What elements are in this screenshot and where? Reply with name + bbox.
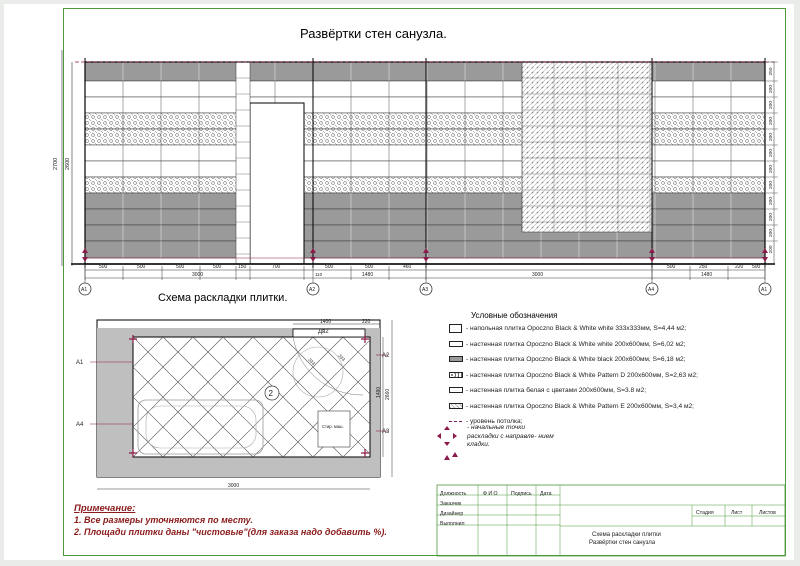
axis-label: A1 [761, 287, 768, 293]
washing-machine [318, 411, 350, 447]
legend-item: - настенная плитка белая с цветами 200x600мм, S=3.8 м2; [449, 384, 789, 400]
dim-row-height: 250 [769, 67, 774, 76]
legend [449, 322, 789, 431]
tb-doc-title-1: Схема раскладки плитки [592, 532, 661, 538]
dim-row-height: 200 [769, 116, 774, 125]
tile-row [85, 161, 765, 177]
dim-segment-label: 500 [325, 264, 334, 270]
dim-segment-label: 500 [99, 264, 108, 270]
pattern-e-panel [522, 62, 652, 232]
dim-door-offset: 220 [362, 319, 371, 325]
tb-col-position: Должность [440, 491, 467, 497]
legend-item: - уровень потолка; [449, 415, 789, 431]
legend-item: - настенная плитка Opoczno Black & White Pattern D 200x600мм, S=2,63 м2; [449, 369, 789, 385]
tile-row [85, 225, 765, 241]
tb-row-designer: Дизайнер [440, 511, 464, 517]
tile-row [85, 62, 765, 81]
plan-axis-label: A3 [382, 429, 390, 435]
dim-segment-label: 220 [735, 264, 744, 270]
tb-doc-title-2: Развёртки стен санузла [589, 540, 656, 546]
tb-sheets: Листов [759, 510, 776, 516]
note-line-1: 1. Все размеры уточняются по месту. [74, 515, 253, 525]
floor-tile-joint [0, 337, 43, 457]
floor-tile-joint [0, 337, 73, 457]
washing-machine-label: Стир. маш. [322, 424, 344, 429]
dim-total-label: 3000 [532, 272, 544, 278]
floor-tile-joint [0, 337, 103, 457]
dim-row-height: 200 [769, 180, 774, 189]
zone-marker-label: 2 [268, 389, 273, 398]
dim-gap-label: 110 [315, 272, 323, 277]
dim-plan-depth-total: 2660 [385, 388, 391, 400]
legend-swatch-grey [449, 356, 463, 362]
notes-heading: Примечание: [74, 503, 136, 514]
plan-axis-label: A4 [76, 422, 84, 428]
floor-tile-joint [0, 337, 13, 457]
tile-row [85, 113, 765, 129]
plan-door [293, 329, 365, 337]
legend-swatch-pattern-d [449, 372, 463, 378]
axis-label: A4 [648, 287, 655, 293]
axis-label: A2 [309, 287, 316, 293]
dim-door-width: 1400 [320, 319, 332, 325]
plan-axis-label: A2 [382, 353, 390, 359]
dim-row-height: 200 [769, 245, 774, 254]
tb-row-executor: Выполнил [440, 521, 465, 527]
dim-segment-label: 500 [752, 264, 761, 270]
dim-row-height: 200 [769, 228, 774, 237]
dim-height-total: 2700 [53, 157, 59, 170]
axis-label: A1 [81, 287, 88, 293]
dim-segment-label: 150 [238, 264, 247, 270]
dim-row-height: 200 [769, 132, 774, 141]
dim-segment-label: 500 [213, 264, 222, 270]
page-title: Развёртки стен санузла. [300, 26, 447, 41]
tb-row-customer: Заказчик [440, 501, 462, 507]
dim-height-wall: 2600 [65, 157, 71, 170]
ceiling-level-line [449, 421, 462, 422]
dim-row-height: 200 [769, 196, 774, 205]
dim-row-height: 200 [769, 148, 774, 157]
dim-plan-depth: 1480 [376, 386, 382, 398]
dim-segment-label: 460 [403, 264, 412, 270]
tb-col-name: Ф И О [483, 491, 498, 497]
tb-col-signature: Подпись [511, 491, 532, 497]
dim-total-label: 1480 [701, 272, 713, 278]
start-points-legend-text: - начальные точки раскладки с направле- нием кладки. [467, 424, 554, 448]
start-arrow-symbol [452, 452, 458, 457]
dim-segment-label: 500 [137, 264, 146, 270]
tb-sheet: Лист [731, 510, 743, 516]
dim-segment-label: 700 [272, 264, 281, 270]
axis-label: A3 [422, 287, 429, 293]
dim-total-label: 1480 [362, 272, 374, 278]
start-arrow-symbol [437, 433, 441, 439]
legend-item: - напольная плитка Opoczno Black & White white 333x333мм, S=4,44 м2; [449, 322, 789, 338]
dim-row-height: 200 [769, 84, 774, 93]
start-arrow-symbol [453, 433, 457, 439]
tile-row [85, 209, 765, 225]
plan-axis-label: A1 [76, 360, 84, 366]
tile-row [85, 193, 765, 209]
floor-tile-joint [0, 337, 13, 457]
dim-plan-width: 3000 [228, 483, 240, 489]
legend-item: - настенная плитка Opoczno Black & White black 200x600мм, S=6,18 м2; [449, 353, 789, 369]
tb-col-date: Дата [540, 491, 552, 497]
start-arrow-symbol [444, 455, 450, 460]
legend-item: - настенная плитка Opoczno Black & White Pattern E 200x600мм, S=3,4 м2; [449, 400, 789, 416]
door-opening [250, 103, 304, 264]
legend-swatch-white [449, 341, 463, 347]
tb-stage: Стадия [696, 510, 714, 516]
floor-tile-joint [0, 337, 73, 457]
legend-title: Условные обозначения [471, 311, 558, 320]
tile-row [85, 177, 765, 193]
tile-row [85, 129, 765, 145]
layout-scheme-title: Схема раскладки плитки. [158, 292, 288, 304]
door-strip [236, 62, 250, 264]
dim-segment-label: 500 [176, 264, 185, 270]
tile-row [85, 97, 765, 113]
legend-swatch-pattern-e [449, 403, 463, 409]
dim-segment-label: 250 [699, 264, 708, 270]
legend-swatch-floor [449, 324, 462, 333]
tile-row [85, 81, 765, 97]
dim-row-height: 200 [769, 212, 774, 221]
dim-row-height: 200 [769, 100, 774, 109]
legend-item: - настенная плитка Opoczno Black & White white 200x600мм, S=6,02 м2; [449, 338, 789, 354]
dim-total-label: 3000 [192, 272, 204, 278]
dim-segment-label: 500 [365, 264, 374, 270]
start-arrow-symbol [444, 442, 450, 446]
floor-tile-joint [0, 337, 43, 457]
floor-tile-joint [0, 337, 103, 457]
dim-row-height: 200 [769, 164, 774, 173]
tile-row [85, 241, 765, 258]
tile-row [85, 145, 765, 161]
legend-swatch-flowers [449, 387, 463, 393]
dim-tile-diagonal: 333 [307, 357, 317, 367]
dim-segment-label: 500 [667, 264, 676, 270]
note-line-2: 2. Площади плитки даны "чистовые"(для заказа надо добавить %). [74, 527, 387, 537]
door-label: Дв2 [318, 329, 329, 335]
dim-tile-diagonal: 333 [337, 353, 347, 363]
